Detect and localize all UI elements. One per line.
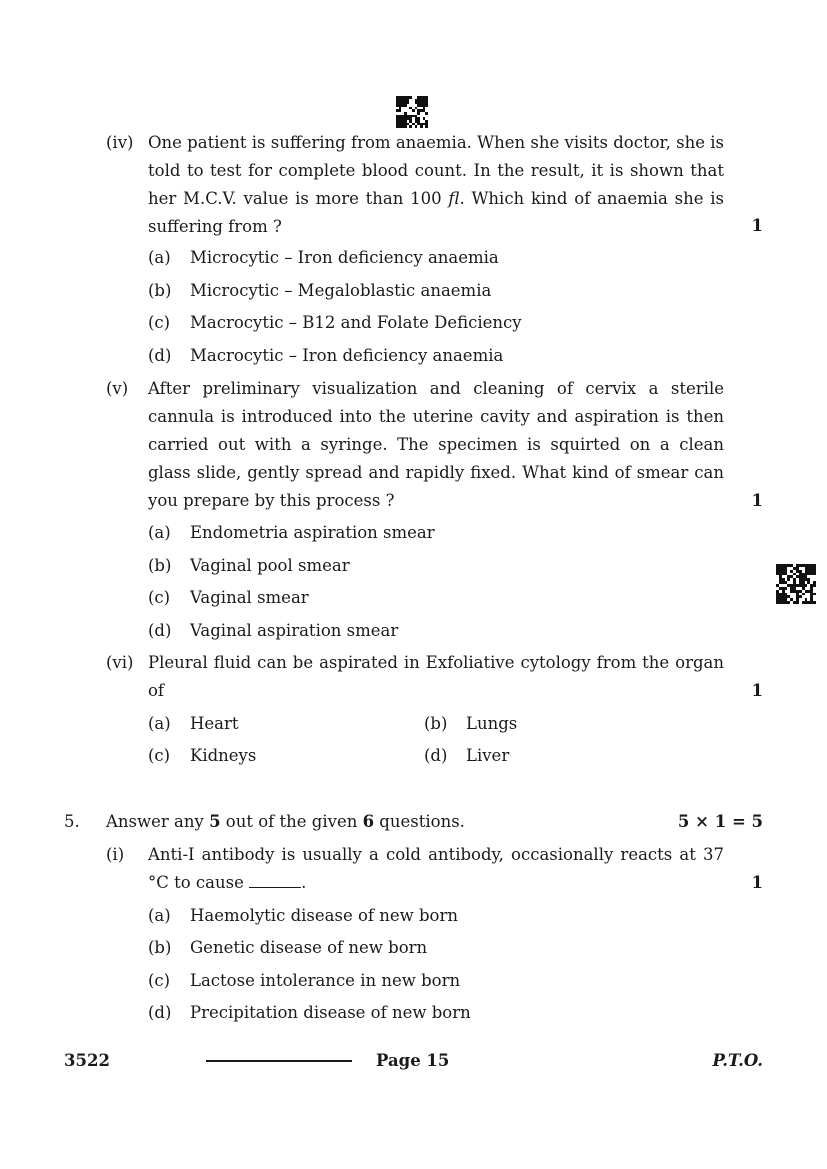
option-text: Precipitation disease of new born	[190, 1003, 471, 1022]
option-text: Lungs	[466, 714, 518, 733]
option-label: (d)	[148, 621, 172, 640]
option-label: (c)	[148, 746, 171, 765]
option-label: (b)	[148, 938, 172, 957]
option-label: (a)	[148, 248, 171, 267]
option-text: Macrocytic – B12 and Folate Deficiency	[190, 313, 522, 332]
paper-code: 3522	[64, 1051, 110, 1070]
option-label: (b)	[148, 556, 172, 575]
question-text-part: One patient is suffering from anaemia. When she visits doctor, she is told to test for complete blood count. In the result, it is shown that her M.C.V. value is more than 100	[148, 133, 724, 208]
question-number: (i)	[106, 845, 125, 864]
option-label: (c)	[148, 313, 171, 332]
instruction-text: out of the given	[220, 812, 363, 831]
question-marks: 1	[751, 216, 763, 235]
option-text: Lactose intolerance in new born	[190, 971, 461, 990]
option-text: Genetic disease of new born	[190, 938, 428, 957]
question-number: (v)	[106, 379, 129, 398]
question-text	[148, 129, 724, 241]
instruction-number: 5	[209, 812, 221, 831]
question-text: After preliminary visualization and cleaning of cervix a sterile cannula is introduced into the uterine cavity and aspiration is then carried out with a syringe. The specimen is squirted on a clean glass slide, gently spread and rapidly fixed. What kind of smear can you prepare by this process ?	[148, 379, 724, 510]
option-label: (a)	[148, 906, 171, 925]
question-number: (iv)	[106, 133, 134, 152]
instruction-text: questions.	[374, 812, 465, 831]
question-number: (vi)	[106, 653, 134, 672]
pto-label: P.T.O.	[712, 1051, 763, 1070]
option-text: Vaginal aspiration smear	[190, 621, 399, 640]
option-text: Kidneys	[190, 746, 257, 765]
qr-code-icon	[396, 96, 428, 128]
section-number: 5.	[64, 812, 80, 831]
option-text: Macrocytic – Iron deficiency anaemia	[190, 346, 504, 365]
instruction-number: 6	[362, 812, 375, 831]
option-text: Haemolytic disease of new born	[190, 906, 459, 925]
option-label: (b)	[424, 714, 448, 733]
section-marks: 5 × 1 = 5	[677, 812, 763, 831]
option-label: (d)	[148, 1003, 172, 1022]
question-text-unit: fl	[448, 189, 460, 208]
question-marks: 1	[751, 873, 763, 892]
question-marks: 1	[751, 681, 763, 700]
answer-blank	[249, 873, 301, 888]
qr-code-icon	[776, 564, 816, 604]
option-text: Liver	[466, 746, 510, 765]
question-text	[148, 841, 724, 897]
question-text: Pleural fluid can be aspirated in Exfoliative cytology from the organ of	[148, 653, 724, 700]
option-label: (a)	[148, 523, 171, 542]
section-instruction	[106, 812, 465, 832]
option-label: (c)	[148, 588, 171, 607]
option-label: (c)	[148, 971, 171, 990]
option-text: Vaginal pool smear	[190, 556, 350, 575]
footer-divider	[206, 1060, 352, 1062]
option-text: Vaginal smear	[190, 588, 309, 607]
question-text-part: .	[301, 873, 307, 892]
question-text-part: Anti-I antibody is usually a cold antibody, occasionally reacts at 37 °C to cause	[148, 845, 724, 892]
option-text: Endometria aspiration smear	[190, 523, 435, 542]
option-label: (d)	[424, 746, 448, 765]
option-text: Heart	[190, 714, 239, 733]
question-text-part: . Which kind of anaemia she is suffering from ?	[148, 189, 724, 236]
option-text: Microcytic – Megaloblastic anaemia	[190, 281, 492, 300]
page-number: Page 15	[376, 1051, 450, 1070]
option-label: (a)	[148, 714, 171, 733]
option-label: (d)	[148, 346, 172, 365]
instruction-text: Answer any	[106, 812, 210, 831]
question-marks: 1	[751, 491, 763, 510]
option-label: (b)	[148, 281, 172, 300]
option-text: Microcytic – Iron deficiency anaemia	[190, 248, 499, 267]
